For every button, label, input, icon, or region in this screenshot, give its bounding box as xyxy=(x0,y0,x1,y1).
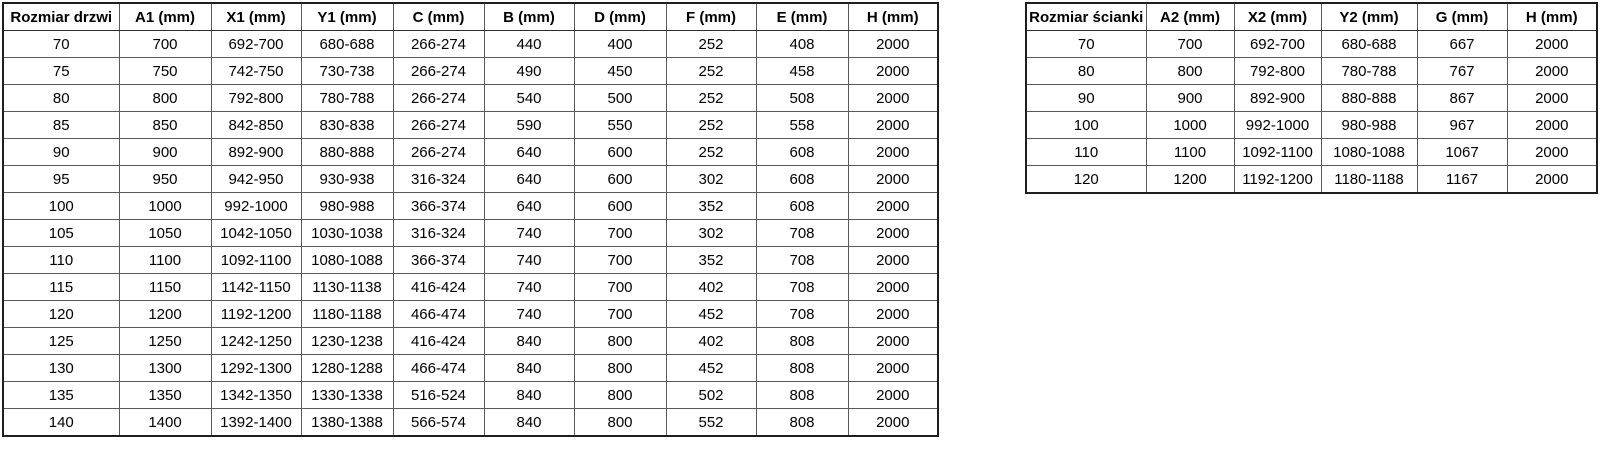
table-cell: 740 xyxy=(484,247,574,274)
table-cell: 500 xyxy=(574,85,666,112)
table-cell: 700 xyxy=(574,301,666,328)
table-cell: 2000 xyxy=(848,193,938,220)
column-header: D (mm) xyxy=(574,3,666,31)
table-cell: 1167 xyxy=(1417,166,1507,194)
table-cell: 708 xyxy=(756,274,848,301)
table-cell: 2000 xyxy=(848,85,938,112)
table-cell: 266-274 xyxy=(393,58,484,85)
table-cell: 808 xyxy=(756,409,848,437)
wall-size-table-body xyxy=(1026,31,1597,194)
table-cell: 708 xyxy=(756,301,848,328)
table-cell: 70 xyxy=(1026,31,1146,58)
table-cell: 452 xyxy=(666,355,756,382)
table-cell: 640 xyxy=(484,193,574,220)
column-header: C (mm) xyxy=(393,3,484,31)
table-cell: 316-324 xyxy=(393,220,484,247)
column-header: A2 (mm) xyxy=(1146,3,1234,31)
table-cell: 900 xyxy=(1146,85,1234,112)
table-cell: 867 xyxy=(1417,85,1507,112)
table-row xyxy=(1026,58,1597,85)
table-cell: 2000 xyxy=(848,31,938,58)
table-cell: 508 xyxy=(756,85,848,112)
table-cell: 942-950 xyxy=(211,166,301,193)
table-cell: 2000 xyxy=(1507,166,1597,194)
table-cell: 800 xyxy=(574,328,666,355)
table-cell: 600 xyxy=(574,139,666,166)
door-size-table-header xyxy=(3,3,938,31)
table-cell: 840 xyxy=(484,328,574,355)
table-cell: 100 xyxy=(3,193,119,220)
table-cell: 302 xyxy=(666,220,756,247)
table-cell: 450 xyxy=(574,58,666,85)
table-cell: 120 xyxy=(1026,166,1146,194)
column-header: X2 (mm) xyxy=(1234,3,1321,31)
table-cell: 700 xyxy=(1146,31,1234,58)
table-cell: 75 xyxy=(3,58,119,85)
table-cell: 992-1000 xyxy=(211,193,301,220)
table-cell: 490 xyxy=(484,58,574,85)
table-cell: 266-274 xyxy=(393,85,484,112)
column-header: Y2 (mm) xyxy=(1321,3,1417,31)
wall-size-table xyxy=(1025,2,1598,194)
table-row xyxy=(3,382,938,409)
table-cell: 950 xyxy=(119,166,211,193)
table-cell: 700 xyxy=(119,31,211,58)
table-cell: 266-274 xyxy=(393,139,484,166)
table-cell: 2000 xyxy=(848,328,938,355)
table-cell: 967 xyxy=(1417,112,1507,139)
table-cell: 708 xyxy=(756,247,848,274)
column-header: H (mm) xyxy=(848,3,938,31)
table-cell: 780-788 xyxy=(1321,58,1417,85)
table-cell: 302 xyxy=(666,166,756,193)
table-cell: 252 xyxy=(666,112,756,139)
table-cell: 2000 xyxy=(848,247,938,274)
table-row xyxy=(3,274,938,301)
table-row xyxy=(3,247,938,274)
table-cell: 540 xyxy=(484,85,574,112)
table-cell: 1092-1100 xyxy=(211,247,301,274)
table-cell: 1400 xyxy=(119,409,211,437)
table-cell: 2000 xyxy=(848,166,938,193)
table-cell: 316-324 xyxy=(393,166,484,193)
table-cell: 600 xyxy=(574,166,666,193)
table-cell: 1030-1038 xyxy=(301,220,393,247)
table-row xyxy=(3,85,938,112)
table-cell: 252 xyxy=(666,58,756,85)
table-cell: 1100 xyxy=(1146,139,1234,166)
table-cell: 700 xyxy=(574,247,666,274)
table-cell: 800 xyxy=(1146,58,1234,85)
table-cell: 640 xyxy=(484,166,574,193)
table-row xyxy=(3,328,938,355)
table-cell: 608 xyxy=(756,166,848,193)
table-cell: 1050 xyxy=(119,220,211,247)
table-cell: 590 xyxy=(484,112,574,139)
column-header: H (mm) xyxy=(1507,3,1597,31)
table-cell: 1192-1200 xyxy=(211,301,301,328)
table-cell: 1292-1300 xyxy=(211,355,301,382)
table-cell: 2000 xyxy=(1507,85,1597,112)
table-cell: 566-574 xyxy=(393,409,484,437)
table-cell: 466-474 xyxy=(393,355,484,382)
table-cell: 80 xyxy=(1026,58,1146,85)
table-cell: 458 xyxy=(756,58,848,85)
table-cell: 2000 xyxy=(848,382,938,409)
table-cell: 840 xyxy=(484,409,574,437)
table-cell: 840 xyxy=(484,382,574,409)
door-size-table-body xyxy=(3,31,938,437)
table-cell: 90 xyxy=(3,139,119,166)
table-row xyxy=(3,112,938,139)
table-cell: 740 xyxy=(484,220,574,247)
table-cell: 1300 xyxy=(119,355,211,382)
table-row xyxy=(1026,139,1597,166)
table-cell: 115 xyxy=(3,274,119,301)
table-cell: 930-938 xyxy=(301,166,393,193)
table-cell: 1392-1400 xyxy=(211,409,301,437)
table-cell: 502 xyxy=(666,382,756,409)
table-cell: 2000 xyxy=(848,112,938,139)
table-cell: 125 xyxy=(3,328,119,355)
table-cell: 980-988 xyxy=(1321,112,1417,139)
table-cell: 880-888 xyxy=(1321,85,1417,112)
table-row xyxy=(3,193,938,220)
table-cell: 750 xyxy=(119,58,211,85)
table-cell: 110 xyxy=(1026,139,1146,166)
table-cell: 252 xyxy=(666,85,756,112)
table-cell: 2000 xyxy=(1507,139,1597,166)
table-cell: 1150 xyxy=(119,274,211,301)
table-cell: 850 xyxy=(119,112,211,139)
table-row xyxy=(3,139,938,166)
table-cell: 880-888 xyxy=(301,139,393,166)
table-row xyxy=(1026,112,1597,139)
table-cell: 1200 xyxy=(1146,166,1234,194)
table-cell: 1067 xyxy=(1417,139,1507,166)
table-cell: 366-374 xyxy=(393,193,484,220)
table-cell: 692-700 xyxy=(1234,31,1321,58)
table-cell: 140 xyxy=(3,409,119,437)
table-cell: 1342-1350 xyxy=(211,382,301,409)
table-cell: 742-750 xyxy=(211,58,301,85)
column-header: B (mm) xyxy=(484,3,574,31)
table-cell: 402 xyxy=(666,274,756,301)
table-cell: 558 xyxy=(756,112,848,139)
table-cell: 466-474 xyxy=(393,301,484,328)
table-cell: 692-700 xyxy=(211,31,301,58)
header-row xyxy=(1026,3,1597,31)
table-cell: 640 xyxy=(484,139,574,166)
table-cell: 800 xyxy=(574,409,666,437)
table-row xyxy=(3,220,938,247)
table-row xyxy=(3,58,938,85)
column-header: F (mm) xyxy=(666,3,756,31)
table-row xyxy=(3,301,938,328)
table-row xyxy=(1026,85,1597,112)
table-cell: 740 xyxy=(484,301,574,328)
table-cell: 780-788 xyxy=(301,85,393,112)
wall-size-table-header xyxy=(1026,3,1597,31)
table-cell: 2000 xyxy=(1507,112,1597,139)
table-cell: 440 xyxy=(484,31,574,58)
table-cell: 800 xyxy=(574,382,666,409)
table-cell: 95 xyxy=(3,166,119,193)
table-cell: 1130-1138 xyxy=(301,274,393,301)
table-cell: 600 xyxy=(574,193,666,220)
table-row xyxy=(1026,31,1597,58)
table-cell: 1192-1200 xyxy=(1234,166,1321,194)
table-cell: 2000 xyxy=(848,139,938,166)
table-cell: 992-1000 xyxy=(1234,112,1321,139)
table-cell: 1142-1150 xyxy=(211,274,301,301)
table-cell: 980-988 xyxy=(301,193,393,220)
table-cell: 552 xyxy=(666,409,756,437)
table-cell: 416-424 xyxy=(393,328,484,355)
table-cell: 667 xyxy=(1417,31,1507,58)
table-cell: 366-374 xyxy=(393,247,484,274)
table-cell: 1042-1050 xyxy=(211,220,301,247)
column-header: G (mm) xyxy=(1417,3,1507,31)
table-cell: 680-688 xyxy=(301,31,393,58)
table-cell: 352 xyxy=(666,193,756,220)
table-cell: 120 xyxy=(3,301,119,328)
table-cell: 1280-1288 xyxy=(301,355,393,382)
table-cell: 680-688 xyxy=(1321,31,1417,58)
column-header: Y1 (mm) xyxy=(301,3,393,31)
table-cell: 892-900 xyxy=(211,139,301,166)
table-cell: 105 xyxy=(3,220,119,247)
table-cell: 900 xyxy=(119,139,211,166)
table-row xyxy=(3,355,938,382)
table-cell: 1080-1088 xyxy=(301,247,393,274)
table-row xyxy=(3,409,938,437)
table-row xyxy=(1026,166,1597,194)
table-cell: 830-838 xyxy=(301,112,393,139)
table-cell: 1242-1250 xyxy=(211,328,301,355)
table-cell: 1250 xyxy=(119,328,211,355)
table-cell: 110 xyxy=(3,247,119,274)
table-cell: 1092-1100 xyxy=(1234,139,1321,166)
table-cell: 2000 xyxy=(1507,58,1597,85)
table-cell: 2000 xyxy=(848,355,938,382)
table-cell: 1350 xyxy=(119,382,211,409)
table-cell: 1080-1088 xyxy=(1321,139,1417,166)
table-cell: 2000 xyxy=(848,220,938,247)
table-cell: 402 xyxy=(666,328,756,355)
table-cell: 100 xyxy=(1026,112,1146,139)
table-cell: 608 xyxy=(756,139,848,166)
table-cell: 85 xyxy=(3,112,119,139)
table-cell: 1180-1188 xyxy=(1321,166,1417,194)
table-cell: 452 xyxy=(666,301,756,328)
table-cell: 800 xyxy=(119,85,211,112)
column-header: Rozmiar ścianki xyxy=(1026,3,1146,31)
table-cell: 708 xyxy=(756,220,848,247)
table-cell: 800 xyxy=(574,355,666,382)
table-cell: 70 xyxy=(3,31,119,58)
header-row xyxy=(3,3,938,31)
table-cell: 352 xyxy=(666,247,756,274)
table-cell: 1000 xyxy=(1146,112,1234,139)
table-cell: 1380-1388 xyxy=(301,409,393,437)
table-cell: 516-524 xyxy=(393,382,484,409)
table-cell: 792-800 xyxy=(211,85,301,112)
table-cell: 700 xyxy=(574,220,666,247)
table-cell: 2000 xyxy=(1507,31,1597,58)
table-cell: 90 xyxy=(1026,85,1146,112)
table-cell: 1230-1238 xyxy=(301,328,393,355)
table-cell: 1100 xyxy=(119,247,211,274)
table-cell: 608 xyxy=(756,193,848,220)
table-cell: 252 xyxy=(666,31,756,58)
column-header: X1 (mm) xyxy=(211,3,301,31)
table-cell: 2000 xyxy=(848,409,938,437)
table-cell: 1330-1338 xyxy=(301,382,393,409)
table-cell: 550 xyxy=(574,112,666,139)
column-header: E (mm) xyxy=(756,3,848,31)
table-cell: 416-424 xyxy=(393,274,484,301)
column-header: Rozmiar drzwi xyxy=(3,3,119,31)
table-cell: 842-850 xyxy=(211,112,301,139)
table-cell: 808 xyxy=(756,355,848,382)
table-cell: 808 xyxy=(756,382,848,409)
table-cell: 130 xyxy=(3,355,119,382)
table-cell: 792-800 xyxy=(1234,58,1321,85)
column-header: A1 (mm) xyxy=(119,3,211,31)
table-cell: 2000 xyxy=(848,274,938,301)
table-cell: 266-274 xyxy=(393,112,484,139)
table-row xyxy=(3,31,938,58)
table-cell: 1180-1188 xyxy=(301,301,393,328)
table-row xyxy=(3,166,938,193)
table-cell: 80 xyxy=(3,85,119,112)
table-cell: 252 xyxy=(666,139,756,166)
table-cell: 767 xyxy=(1417,58,1507,85)
table-cell: 2000 xyxy=(848,301,938,328)
table-cell: 2000 xyxy=(848,58,938,85)
table-cell: 700 xyxy=(574,274,666,301)
table-cell: 266-274 xyxy=(393,31,484,58)
door-size-table xyxy=(2,2,939,437)
table-cell: 808 xyxy=(756,328,848,355)
table-cell: 1000 xyxy=(119,193,211,220)
table-cell: 408 xyxy=(756,31,848,58)
table-cell: 730-738 xyxy=(301,58,393,85)
table-cell: 1200 xyxy=(119,301,211,328)
table-cell: 740 xyxy=(484,274,574,301)
table-cell: 840 xyxy=(484,355,574,382)
table-cell: 892-900 xyxy=(1234,85,1321,112)
table-cell: 135 xyxy=(3,382,119,409)
table-cell: 400 xyxy=(574,31,666,58)
